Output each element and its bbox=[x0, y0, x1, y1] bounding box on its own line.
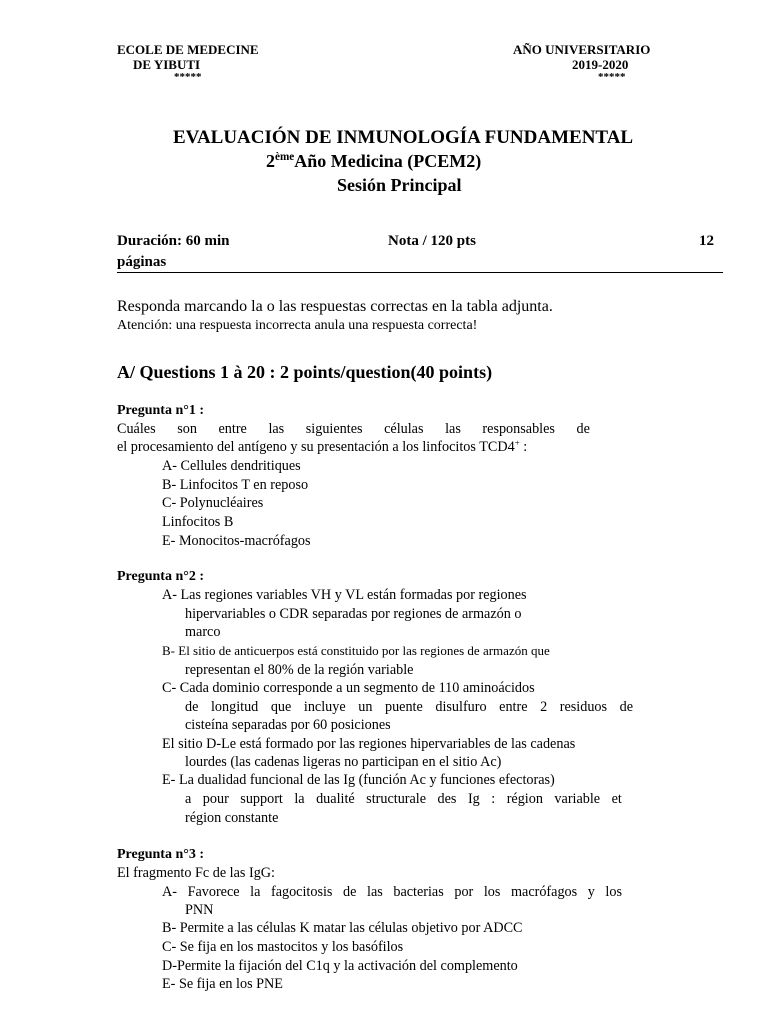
word: et bbox=[611, 791, 622, 807]
question-2-option-a-line1: A- Las regiones variables VH y VL están formadas por regiones bbox=[162, 587, 527, 603]
question-2-option-d-line2: lourdes (las cadenas ligeras no participan en el sitio Ac) bbox=[185, 754, 502, 770]
question-2-option-e-line1: E- La dualidad funcional de las Ig (función Ac y funciones efectoras) bbox=[162, 772, 555, 788]
question-2-option-c-line3: cisteína separadas por 60 posiciones bbox=[185, 717, 391, 733]
question-3-stem: El fragmento Fc de las IgG: bbox=[117, 865, 275, 881]
academic-year-value: 2019-2020 bbox=[572, 57, 629, 72]
question-2-option-b-line2: representan el 80% de la región variable bbox=[185, 662, 414, 678]
word: des bbox=[437, 791, 457, 807]
word: puente bbox=[384, 699, 423, 715]
word: disulfuro bbox=[435, 699, 487, 715]
question-2-title: Pregunta n°2 : bbox=[117, 569, 205, 584]
question-2-option-c-line1: C- Cada dominio corresponde a un segmento de 110 aminoácidos bbox=[162, 680, 535, 696]
word: por bbox=[454, 884, 474, 900]
word: las bbox=[445, 421, 461, 437]
word: de bbox=[185, 699, 199, 715]
question-2-option-a-line3: marco bbox=[185, 624, 221, 640]
word: de bbox=[619, 699, 633, 715]
exam-title: EVALUACIÓN DE INMUNOLOGÍA FUNDAMENTAL bbox=[173, 127, 634, 148]
pages-label: páginas bbox=[117, 254, 167, 270]
instructions-line2: Atención: una respuesta incorrecta anula una respuesta correcta! bbox=[117, 318, 478, 333]
word: la bbox=[294, 791, 305, 807]
word: las bbox=[367, 884, 383, 900]
word: structurale bbox=[366, 791, 427, 807]
word: de bbox=[343, 884, 357, 900]
word: que bbox=[270, 699, 292, 715]
word: residuos bbox=[559, 699, 608, 715]
word: région bbox=[506, 791, 543, 807]
question-1-stem-line1 bbox=[117, 421, 590, 438]
word: : bbox=[491, 791, 496, 807]
question-2-option-c-line2 bbox=[185, 699, 633, 716]
word: las bbox=[268, 421, 285, 437]
word: dualité bbox=[316, 791, 355, 807]
question-2-option-a-line2: hipervariables o CDR separadas por regiones de armazón o bbox=[185, 606, 522, 622]
word: los bbox=[483, 884, 501, 900]
word: longitud bbox=[210, 699, 259, 715]
question-3-option-c: C- Se fija en los mastocitos y los basófilos bbox=[162, 939, 404, 955]
word: a bbox=[185, 791, 192, 807]
question-2-option-b-line1: B- El sitio de anticuerpos está constituido por las regiones de armazón que bbox=[162, 643, 550, 658]
exam-session: Sesión Principal bbox=[337, 175, 462, 195]
question-2-option-e-line2 bbox=[185, 791, 622, 808]
word: un bbox=[358, 699, 373, 715]
word: 2 bbox=[540, 699, 548, 715]
word: responsables bbox=[482, 421, 555, 437]
left-stars: ***** bbox=[174, 71, 202, 83]
question-3-option-a-line1 bbox=[162, 884, 622, 901]
grade-total: Nota / 120 pts bbox=[388, 233, 476, 249]
question-1-option-c: C- Polynucléaires bbox=[162, 495, 264, 511]
word: los bbox=[605, 884, 622, 900]
word: fagocitosis bbox=[270, 884, 333, 900]
question-3-option-b: B- Permite a las células K matar las células objetivo por ADCC bbox=[162, 920, 523, 936]
word: son bbox=[177, 421, 197, 437]
word: la bbox=[250, 884, 261, 900]
exam-subtitle: 2èmeAño Medicina (PCEM2) bbox=[266, 151, 482, 171]
word: entre bbox=[218, 421, 247, 437]
word: de bbox=[576, 421, 590, 437]
question-3-option-e: E- Se fija en los PNE bbox=[162, 976, 283, 992]
word: Cuáles bbox=[117, 421, 156, 437]
word: células bbox=[384, 421, 424, 437]
question-2-option-e-line3: région constante bbox=[185, 810, 279, 826]
question-2-option-d-line1: El sitio D-Le está formado por las regiones hipervariables de las cadenas bbox=[162, 736, 576, 752]
word: macrófagos bbox=[510, 884, 578, 900]
word: y bbox=[587, 884, 595, 900]
word: incluye bbox=[303, 699, 346, 715]
question-3-title: Pregunta n°3 : bbox=[117, 847, 205, 862]
question-3-option-a-line2: PNN bbox=[185, 902, 214, 918]
school-name-line2: DE YIBUTI bbox=[133, 57, 201, 72]
question-1-option-b: B- Linfocitos T en reposo bbox=[162, 477, 309, 493]
question-1-title: Pregunta n°1 : bbox=[117, 403, 205, 418]
question-1-option-d: Linfocitos B bbox=[162, 514, 234, 530]
word: entre bbox=[499, 699, 528, 715]
question-1-option-e: E- Monocitos-macrófagos bbox=[162, 533, 311, 549]
question-1-option-a: A- Cellules dendritiques bbox=[162, 458, 301, 474]
school-name-line1: ECOLE DE MEDECINE bbox=[117, 42, 259, 57]
duration: Duración: 60 min bbox=[117, 233, 230, 249]
page-count: 12 bbox=[699, 233, 714, 249]
question-1-stem-line2: el procesamiento del antígeno y su presentación a los linfocitos TCD4+ : bbox=[117, 437, 528, 455]
right-stars: ***** bbox=[598, 71, 626, 83]
section-a-heading: A/ Questions 1 à 20 : 2 points/question(40 points) bbox=[117, 362, 493, 382]
word: variable bbox=[554, 791, 601, 807]
word: Favorece bbox=[187, 884, 240, 900]
word: support bbox=[240, 791, 283, 807]
question-3-option-d: D-Permite la fijación del C1q y la activación del complemento bbox=[162, 958, 518, 974]
word: siguientes bbox=[305, 421, 363, 437]
header-divider bbox=[117, 272, 723, 273]
word: pour bbox=[202, 791, 229, 807]
word: bacterias bbox=[393, 884, 444, 900]
instructions-line1: Responda marcando la o las respuestas correctas en la tabla adjunta. bbox=[117, 298, 553, 315]
word: A- bbox=[162, 884, 177, 900]
academic-year-label: AÑO UNIVERSITARIO bbox=[513, 42, 651, 57]
word: Ig bbox=[467, 791, 480, 807]
